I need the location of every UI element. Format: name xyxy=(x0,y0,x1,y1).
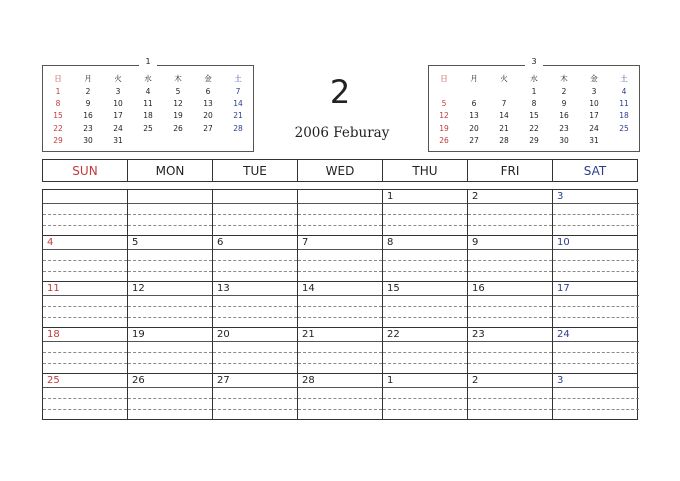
next-month-table xyxy=(429,73,639,147)
next-header-thu: 木 xyxy=(560,74,568,84)
day-cell[interactable] xyxy=(43,374,128,419)
day-number: 18 xyxy=(47,329,60,340)
note-divider xyxy=(213,295,297,296)
prev-day: 10 xyxy=(113,98,123,108)
prev-day: 15 xyxy=(53,111,63,121)
note-divider xyxy=(298,387,382,388)
next-header-tue: 火 xyxy=(500,74,508,84)
prev-header-thu: 木 xyxy=(174,74,182,84)
prev-day: 1 xyxy=(55,86,61,96)
day-number: 3 xyxy=(557,191,564,202)
next-day: 7 xyxy=(501,98,507,108)
note-divider xyxy=(298,203,382,204)
day-number: 9 xyxy=(472,237,479,248)
next-day: 27 xyxy=(469,136,479,146)
note-line xyxy=(553,409,639,410)
note-line xyxy=(298,398,382,399)
note-line xyxy=(43,260,127,261)
prev-day: 16 xyxy=(83,111,93,121)
day-cell[interactable] xyxy=(468,282,553,327)
note-divider xyxy=(383,203,467,204)
note-divider xyxy=(383,387,467,388)
note-line xyxy=(553,225,639,226)
day-number: 8 xyxy=(387,237,394,248)
note-line xyxy=(43,271,127,272)
next-header-wed: 水 xyxy=(530,74,538,84)
next-day: 6 xyxy=(471,98,477,108)
note-divider xyxy=(468,203,552,204)
prev-day: 8 xyxy=(55,98,61,108)
prev-day: 7 xyxy=(235,86,241,96)
prev-day xyxy=(133,135,163,147)
note-line xyxy=(213,317,297,318)
next-day: 18 xyxy=(619,111,629,121)
next-month-mini-calendar xyxy=(428,57,640,152)
note-divider xyxy=(383,249,467,250)
next-day: 26 xyxy=(439,136,449,146)
note-line xyxy=(383,317,467,318)
week-row xyxy=(43,282,637,328)
note-line xyxy=(298,225,382,226)
prev-month-title: 1 xyxy=(139,57,156,66)
day-cell[interactable] xyxy=(43,190,128,235)
day-cell[interactable] xyxy=(213,236,298,281)
next-day xyxy=(429,85,459,97)
day-cell[interactable] xyxy=(468,236,553,281)
note-divider xyxy=(213,249,297,250)
prev-day: 27 xyxy=(203,123,213,133)
day-cell[interactable] xyxy=(468,374,553,419)
prev-day: 31 xyxy=(113,136,123,146)
note-line xyxy=(553,271,639,272)
note-divider xyxy=(43,203,127,204)
next-day xyxy=(489,85,519,97)
note-line xyxy=(43,306,127,307)
next-day: 25 xyxy=(619,123,629,133)
day-cell[interactable] xyxy=(553,282,639,327)
prev-month-table xyxy=(43,73,253,147)
day-cell[interactable] xyxy=(213,328,298,373)
next-day: 10 xyxy=(589,98,599,108)
note-line xyxy=(383,352,467,353)
prev-header-tue: 火 xyxy=(114,74,122,84)
note-line xyxy=(128,409,212,410)
note-line xyxy=(468,317,552,318)
note-divider xyxy=(468,249,552,250)
prev-day: 19 xyxy=(173,111,183,121)
prev-day: 6 xyxy=(205,86,211,96)
note-line xyxy=(43,214,127,215)
prev-day: 18 xyxy=(143,111,153,121)
day-cell[interactable] xyxy=(383,190,468,235)
next-day: 13 xyxy=(469,111,479,121)
note-divider xyxy=(213,387,297,388)
note-line xyxy=(128,271,212,272)
prev-day: 26 xyxy=(173,123,183,133)
week-row xyxy=(43,374,637,419)
day-cell[interactable] xyxy=(298,374,383,419)
day-cell[interactable] xyxy=(383,328,468,373)
week-row xyxy=(43,190,637,236)
prev-day: 20 xyxy=(203,111,213,121)
note-line xyxy=(553,317,639,318)
next-day: 19 xyxy=(439,123,449,133)
note-line xyxy=(128,225,212,226)
calendar-grid xyxy=(42,189,638,420)
note-line xyxy=(468,398,552,399)
weekday-wed: WED xyxy=(298,160,383,182)
note-divider xyxy=(298,295,382,296)
weekday-sun: SUN xyxy=(43,160,128,182)
week-row xyxy=(43,236,637,282)
note-line xyxy=(128,352,212,353)
note-divider xyxy=(128,341,212,342)
prev-header-wed: 水 xyxy=(144,74,152,84)
note-line xyxy=(298,260,382,261)
day-cell[interactable] xyxy=(553,190,639,235)
day-number: 16 xyxy=(472,283,485,294)
note-divider xyxy=(553,341,639,342)
note-line xyxy=(553,398,639,399)
weekday-fri: FRI xyxy=(468,160,553,182)
month-number: 2 xyxy=(329,73,351,111)
weekday-header xyxy=(42,159,638,182)
note-line xyxy=(468,306,552,307)
note-divider xyxy=(43,295,127,296)
day-number: 23 xyxy=(472,329,485,340)
day-number: 25 xyxy=(47,375,60,386)
prev-day: 24 xyxy=(113,123,123,133)
note-line xyxy=(128,214,212,215)
note-divider xyxy=(128,387,212,388)
note-line xyxy=(43,409,127,410)
next-day: 4 xyxy=(621,86,627,96)
weekday-mon: MON xyxy=(128,160,213,182)
note-line xyxy=(383,306,467,307)
note-divider xyxy=(128,249,212,250)
next-day xyxy=(609,135,639,147)
note-line xyxy=(128,317,212,318)
note-line xyxy=(383,409,467,410)
day-cell[interactable] xyxy=(298,190,383,235)
next-month-title: 3 xyxy=(525,57,542,66)
note-line xyxy=(383,225,467,226)
day-number: 19 xyxy=(132,329,145,340)
next-day: 22 xyxy=(529,123,539,133)
prev-day: 3 xyxy=(115,86,121,96)
prev-day: 9 xyxy=(85,98,91,108)
note-line xyxy=(468,352,552,353)
day-cell[interactable] xyxy=(298,328,383,373)
next-day: 1 xyxy=(531,86,537,96)
note-divider xyxy=(468,341,552,342)
note-line xyxy=(383,271,467,272)
day-cell[interactable] xyxy=(553,374,639,419)
note-line xyxy=(213,409,297,410)
prev-day: 13 xyxy=(203,98,213,108)
note-line xyxy=(128,306,212,307)
weekday-thu: THU xyxy=(383,160,468,182)
note-line xyxy=(128,363,212,364)
note-line xyxy=(468,260,552,261)
note-line xyxy=(213,363,297,364)
month-year-label: 2006 Feburay xyxy=(294,125,390,141)
note-divider xyxy=(298,341,382,342)
next-header-mon: 月 xyxy=(470,74,478,84)
day-cell[interactable] xyxy=(43,236,128,281)
next-header-fri: 金 xyxy=(590,74,598,84)
note-divider xyxy=(553,203,639,204)
prev-header-sun: 日 xyxy=(54,74,62,84)
day-number: 28 xyxy=(302,375,315,386)
prev-header-fri: 金 xyxy=(204,74,212,84)
next-day: 20 xyxy=(469,123,479,133)
note-line xyxy=(43,317,127,318)
note-line xyxy=(43,225,127,226)
note-divider xyxy=(213,341,297,342)
day-cell[interactable] xyxy=(298,282,383,327)
prev-day: 17 xyxy=(113,111,123,121)
next-day: 31 xyxy=(589,136,599,146)
day-number: 17 xyxy=(557,283,570,294)
note-line xyxy=(553,214,639,215)
note-line xyxy=(298,306,382,307)
note-divider xyxy=(298,249,382,250)
note-divider xyxy=(43,249,127,250)
prev-day: 12 xyxy=(173,98,183,108)
day-number: 2 xyxy=(472,191,479,202)
prev-day xyxy=(163,135,193,147)
note-divider xyxy=(43,387,127,388)
next-day: 3 xyxy=(591,86,597,96)
day-number: 26 xyxy=(132,375,145,386)
day-cell[interactable] xyxy=(553,236,639,281)
day-cell[interactable] xyxy=(128,374,213,419)
next-day: 9 xyxy=(561,98,567,108)
note-line xyxy=(43,363,127,364)
day-cell[interactable] xyxy=(213,190,298,235)
note-line xyxy=(128,260,212,261)
day-cell[interactable] xyxy=(43,282,128,327)
day-cell[interactable] xyxy=(128,282,213,327)
note-divider xyxy=(383,341,467,342)
note-line xyxy=(213,352,297,353)
day-number: 5 xyxy=(132,237,139,248)
day-number: 12 xyxy=(132,283,145,294)
note-line xyxy=(298,363,382,364)
note-line xyxy=(213,225,297,226)
next-day: 12 xyxy=(439,111,449,121)
next-day: 24 xyxy=(589,123,599,133)
note-line xyxy=(553,352,639,353)
day-number: 13 xyxy=(217,283,230,294)
prev-header-sat: 土 xyxy=(234,74,242,84)
day-number: 21 xyxy=(302,329,315,340)
day-number: 1 xyxy=(387,191,394,202)
prev-day: 23 xyxy=(83,123,93,133)
note-line xyxy=(213,271,297,272)
note-line xyxy=(213,306,297,307)
day-number: 22 xyxy=(387,329,400,340)
day-number: 27 xyxy=(217,375,230,386)
next-day: 23 xyxy=(559,123,569,133)
day-cell[interactable] xyxy=(128,328,213,373)
prev-header-mon: 月 xyxy=(84,74,92,84)
next-day: 5 xyxy=(441,98,447,108)
note-line xyxy=(298,409,382,410)
day-cell[interactable] xyxy=(468,328,553,373)
day-cell[interactable] xyxy=(383,374,468,419)
next-day: 17 xyxy=(589,111,599,121)
note-line xyxy=(298,271,382,272)
day-number: 7 xyxy=(302,237,309,248)
note-line xyxy=(298,214,382,215)
note-line xyxy=(43,398,127,399)
day-number: 2 xyxy=(472,375,479,386)
next-day: 21 xyxy=(499,123,509,133)
prev-day: 4 xyxy=(145,86,151,96)
note-line xyxy=(383,398,467,399)
note-line xyxy=(298,352,382,353)
day-number: 24 xyxy=(557,329,570,340)
day-number: 20 xyxy=(217,329,230,340)
day-number: 11 xyxy=(47,283,60,294)
note-line xyxy=(383,260,467,261)
prev-day xyxy=(223,135,253,147)
day-cell[interactable] xyxy=(383,282,468,327)
note-line xyxy=(553,363,639,364)
note-line xyxy=(468,363,552,364)
day-cell[interactable] xyxy=(128,190,213,235)
note-divider xyxy=(553,295,639,296)
prev-day: 14 xyxy=(233,98,243,108)
weekday-tue: TUE xyxy=(213,160,298,182)
note-line xyxy=(213,214,297,215)
note-line xyxy=(298,317,382,318)
day-cell[interactable] xyxy=(128,236,213,281)
note-divider xyxy=(468,387,552,388)
note-line xyxy=(468,225,552,226)
next-day: 2 xyxy=(561,86,567,96)
next-day: 16 xyxy=(559,111,569,121)
day-cell[interactable] xyxy=(43,328,128,373)
note-divider xyxy=(43,341,127,342)
day-number: 6 xyxy=(217,237,224,248)
next-day: 8 xyxy=(531,98,537,108)
note-line xyxy=(468,409,552,410)
day-cell[interactable] xyxy=(213,282,298,327)
day-cell[interactable] xyxy=(213,374,298,419)
note-line xyxy=(128,398,212,399)
day-cell[interactable] xyxy=(468,190,553,235)
day-cell[interactable] xyxy=(553,328,639,373)
day-number: 15 xyxy=(387,283,400,294)
day-number: 10 xyxy=(557,237,570,248)
next-day xyxy=(459,85,489,97)
next-day: 11 xyxy=(619,98,629,108)
note-divider xyxy=(468,295,552,296)
note-line xyxy=(213,260,297,261)
note-line xyxy=(383,214,467,215)
day-number: 3 xyxy=(557,375,564,386)
weekday-sat: SAT xyxy=(553,160,638,182)
note-divider xyxy=(128,203,212,204)
next-day: 14 xyxy=(499,111,509,121)
note-divider xyxy=(553,387,639,388)
prev-day: 2 xyxy=(85,86,91,96)
next-day: 15 xyxy=(529,111,539,121)
note-line xyxy=(213,398,297,399)
prev-day xyxy=(193,135,223,147)
prev-day: 22 xyxy=(53,123,63,133)
day-number: 4 xyxy=(47,237,54,248)
note-divider xyxy=(213,203,297,204)
next-day: 28 xyxy=(499,136,509,146)
prev-day: 5 xyxy=(175,86,181,96)
next-day: 29 xyxy=(529,136,539,146)
week-row xyxy=(43,328,637,374)
note-divider xyxy=(383,295,467,296)
note-line xyxy=(468,214,552,215)
prev-month-mini-calendar xyxy=(42,57,254,152)
prev-day: 21 xyxy=(233,111,243,121)
note-divider xyxy=(128,295,212,296)
note-divider xyxy=(553,249,639,250)
next-day: 30 xyxy=(559,136,569,146)
note-line xyxy=(468,271,552,272)
prev-day: 11 xyxy=(143,98,153,108)
day-number: 1 xyxy=(387,375,394,386)
note-line xyxy=(553,260,639,261)
day-cell[interactable] xyxy=(383,236,468,281)
prev-day: 29 xyxy=(53,136,63,146)
day-cell[interactable] xyxy=(298,236,383,281)
prev-day: 30 xyxy=(83,136,93,146)
next-header-sat: 土 xyxy=(620,74,628,84)
next-header-sun: 日 xyxy=(440,74,448,84)
prev-day: 28 xyxy=(233,123,243,133)
note-line xyxy=(43,352,127,353)
prev-day: 25 xyxy=(143,123,153,133)
note-line xyxy=(383,363,467,364)
note-line xyxy=(553,306,639,307)
day-number: 14 xyxy=(302,283,315,294)
